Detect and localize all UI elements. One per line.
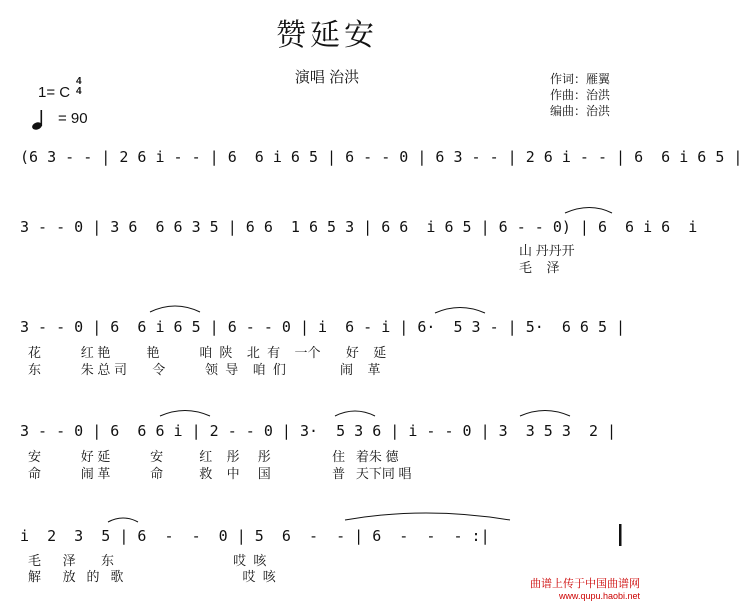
lyric-line5-verse1: 毛 泽 东 哎 咳 <box>28 553 267 568</box>
key-signature: 1= C <box>38 84 71 101</box>
lyric-line3-verse2: 东 朱 总 司 令 领 导 咱 们 闹 革 <box>28 362 381 377</box>
time-signature: 4 4 <box>76 76 82 97</box>
quarter-note-icon <box>30 107 50 131</box>
score-line-2: 3 - - 0 | 3 6 6 6 3 5 | 6 6 1 6 5 3 | 6 6 i 6 5 | 6 - - 0) | 6 6 i 6 i <box>20 218 698 236</box>
song-title: 赞延安 <box>276 18 378 53</box>
lyric-line2-verse2: 毛 泽 <box>519 260 560 275</box>
score-line-5: i 2 3 5 | 6 - - 0 | 5 6 - - | 6 - - - :| <box>20 527 490 545</box>
score-line-3: 3 - - 0 | 6 6 i 6 5 | 6 - - 0 | i 6 - i | 6· 5 3 - | 5· 6 6 5 | <box>20 318 626 336</box>
performer-subtitle: 演唱 治洪 <box>294 69 360 86</box>
lyric-line4-verse1: 安 好 延 安 红 彤 彤 住 着朱 德 <box>28 449 399 464</box>
source-watermark: 曲谱上传于中国曲谱网 www.qupu.haobi.net <box>530 578 640 601</box>
tempo-marking: = 90 <box>58 110 88 127</box>
arranger-credit: 编曲：治洪 <box>550 104 611 118</box>
composer-credit: 作曲：治洪 <box>550 88 611 102</box>
score-line-1: (6 3 - - | 2 6 i - - | 6 6 i 6 5 | 6 - - 0 | 6 3 - - | 2 6 i - - | 6 6 i 6 5 | <box>20 148 742 166</box>
lyric-line2-verse1: 山 丹丹开 <box>519 243 575 258</box>
score-line-4: 3 - - 0 | 6 6 6 i | 2 - - 0 | 3· 5 3 6 | i - - 0 | 3 3 5 3 2 | <box>20 422 617 440</box>
lyric-line4-verse2: 命 闹 革 命 救 中 国 普 天下同 唱 <box>28 466 412 481</box>
lyric-line5-verse2: 解 放 的 歌 哎 咳 <box>28 569 276 584</box>
lyric-line3-verse1: 花 红 艳 艳 咱 陕 北 有 一个 好 延 <box>28 345 387 360</box>
lyricist-credit: 作词：雁翼 <box>550 72 611 86</box>
